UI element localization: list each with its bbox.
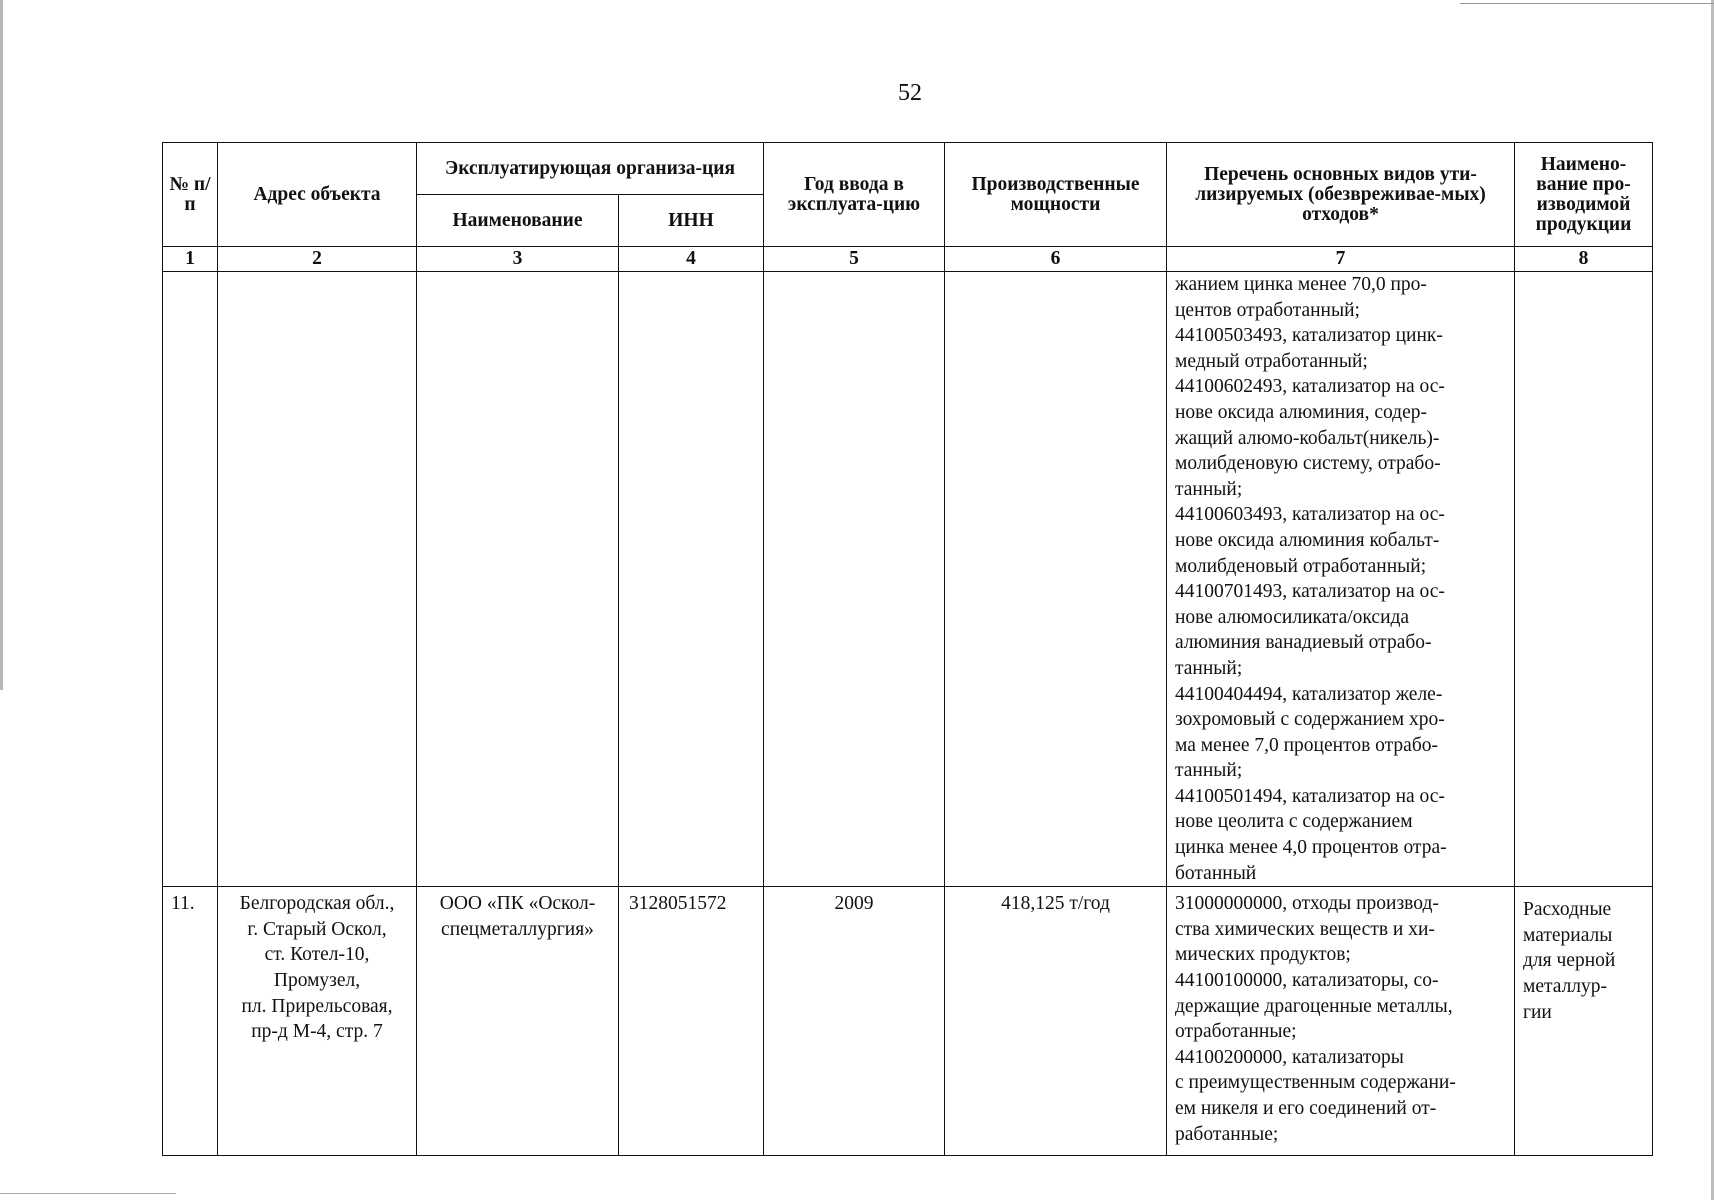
waste-line: мических продуктов; xyxy=(1175,944,1351,966)
waste-line: 44100404494, катализатор желе- xyxy=(1175,683,1443,705)
cell-org-name xyxy=(417,272,619,887)
waste-line: работанные; xyxy=(1175,1123,1279,1145)
column-number: 5 xyxy=(764,247,945,272)
waste-line: 31000000000, отходы производ- xyxy=(1175,893,1439,915)
header-num: № п/п xyxy=(163,143,218,247)
waste-line: танный; xyxy=(1175,760,1243,782)
address-line: пл. Прирельсовая, xyxy=(241,995,393,1017)
header-address: Адрес объекта xyxy=(218,143,417,247)
cell-address xyxy=(218,272,417,887)
waste-line: ма менее 7,0 процентов отрабо- xyxy=(1175,734,1438,756)
cell-num: 11. xyxy=(163,887,218,1156)
waste-line: ботанный xyxy=(1175,862,1257,884)
waste-line: зохромовый с содержанием хро- xyxy=(1175,709,1445,731)
waste-line: отработанные; xyxy=(1175,1021,1297,1043)
waste-line: 44100603493, катализатор на ос- xyxy=(1175,504,1445,526)
scan-edge-top xyxy=(1460,3,1714,4)
waste-line: 44100100000, катализаторы, со- xyxy=(1175,970,1439,992)
waste-line: 44100602493, катализатор на ос- xyxy=(1175,376,1445,398)
waste-line: 44100701493, катализатор на ос- xyxy=(1175,581,1445,603)
column-number: 4 xyxy=(619,247,764,272)
waste-line: нове алюмосиликата/оксида xyxy=(1175,606,1410,628)
page-number: 52 xyxy=(898,80,922,106)
cell-product xyxy=(1515,887,1653,1156)
cell-num xyxy=(163,272,218,887)
org-line: ООО «ПК «Оскол- xyxy=(439,893,596,915)
org-line: спецметаллургия» xyxy=(441,918,594,940)
cell-waste-list xyxy=(1167,272,1515,887)
header-product: Наимено-вание про-изводимой продукции xyxy=(1515,143,1653,247)
header-commissioning-year: Год ввода в эксплуата-цию xyxy=(764,143,945,247)
waste-line: 44100503493, катализатор цинк- xyxy=(1175,325,1443,347)
waste-line: жанием цинка менее 70,0 про- xyxy=(1175,274,1427,295)
cell-product xyxy=(1515,272,1653,887)
waste-line: 44100501494, катализатор на ос- xyxy=(1175,785,1445,807)
address-line: Белгородская обл., xyxy=(239,893,395,915)
header-waste-list: Перечень основных видов ути-лизируемых (обезвреживае-мых) отходов* xyxy=(1167,143,1515,247)
column-number: 3 xyxy=(417,247,619,272)
waste-line: алюминия ванадиевый отрабо- xyxy=(1175,632,1432,654)
cell-capacity xyxy=(945,272,1167,887)
waste-line: молибденовый отработанный; xyxy=(1175,555,1427,577)
waste-line: медный отработанный; xyxy=(1175,350,1368,372)
waste-line: с преимущественным содержани- xyxy=(1175,1072,1456,1094)
waste-line: нове оксида алюминия, содер- xyxy=(1175,401,1427,423)
address-line: ст. Котел-10, xyxy=(264,944,370,966)
waste-facilities-table xyxy=(162,142,1653,1156)
column-number-row xyxy=(163,247,1653,272)
waste-line: держащие драгоценные металлы, xyxy=(1175,995,1453,1017)
waste-line: нове оксида алюминия кобальт- xyxy=(1175,529,1440,551)
header-inn: ИНН xyxy=(619,195,764,247)
cell-inn: 3128051572 xyxy=(619,887,764,1156)
cell-year xyxy=(764,272,945,887)
address-line: г. Старый Оскол, xyxy=(247,918,387,940)
waste-line: танный; xyxy=(1175,657,1243,679)
waste-line: танный; xyxy=(1175,478,1243,500)
column-number: 2 xyxy=(218,247,417,272)
cell-org-name xyxy=(417,887,619,1156)
cell-inn xyxy=(619,272,764,887)
column-number: 8 xyxy=(1515,247,1653,272)
waste-line: цинка менее 4,0 процентов отра- xyxy=(1175,837,1447,859)
waste-line: ства химических веществ и хи- xyxy=(1175,918,1435,940)
cell-capacity: 418,125 т/год xyxy=(945,887,1167,1156)
cell-waste-list xyxy=(1167,887,1515,1156)
address-line: пр-д М-4, стр. 7 xyxy=(251,1021,383,1043)
column-number: 6 xyxy=(945,247,1167,272)
product-line: металлур- xyxy=(1523,976,1608,998)
waste-line: молибденовую систему, отрабо- xyxy=(1175,453,1441,475)
column-number: 1 xyxy=(163,247,218,272)
table-row-continuation xyxy=(163,272,1653,887)
header-capacity: Производственные мощности xyxy=(945,143,1167,247)
address-line: Промузел, xyxy=(273,970,361,992)
waste-line: 44100200000, катализаторы xyxy=(1175,1046,1404,1068)
scan-edge-bottom xyxy=(0,1193,176,1194)
table-row-entry-11 xyxy=(163,887,1653,1156)
waste-line: нове цеолита с содержанием xyxy=(1175,811,1413,833)
product-line: материалы xyxy=(1523,924,1613,946)
waste-line: центов отработанный; xyxy=(1175,299,1360,321)
header-operating-organization: Эксплуатирующая организа-ция xyxy=(417,143,764,195)
header-org-name: Наименование xyxy=(417,195,619,247)
waste-line: жащий алюмо-кобальт(никель)- xyxy=(1175,427,1440,449)
product-line: для черной xyxy=(1523,950,1616,972)
cell-year: 2009 xyxy=(764,887,945,1156)
product-line: гии xyxy=(1523,1001,1552,1023)
product-line: Расходные xyxy=(1523,899,1612,921)
waste-line: ем никеля и его соединений от- xyxy=(1175,1098,1437,1119)
cell-address xyxy=(218,887,417,1156)
waste-facilities-table-container xyxy=(162,142,1653,1156)
column-number: 7 xyxy=(1167,247,1515,272)
